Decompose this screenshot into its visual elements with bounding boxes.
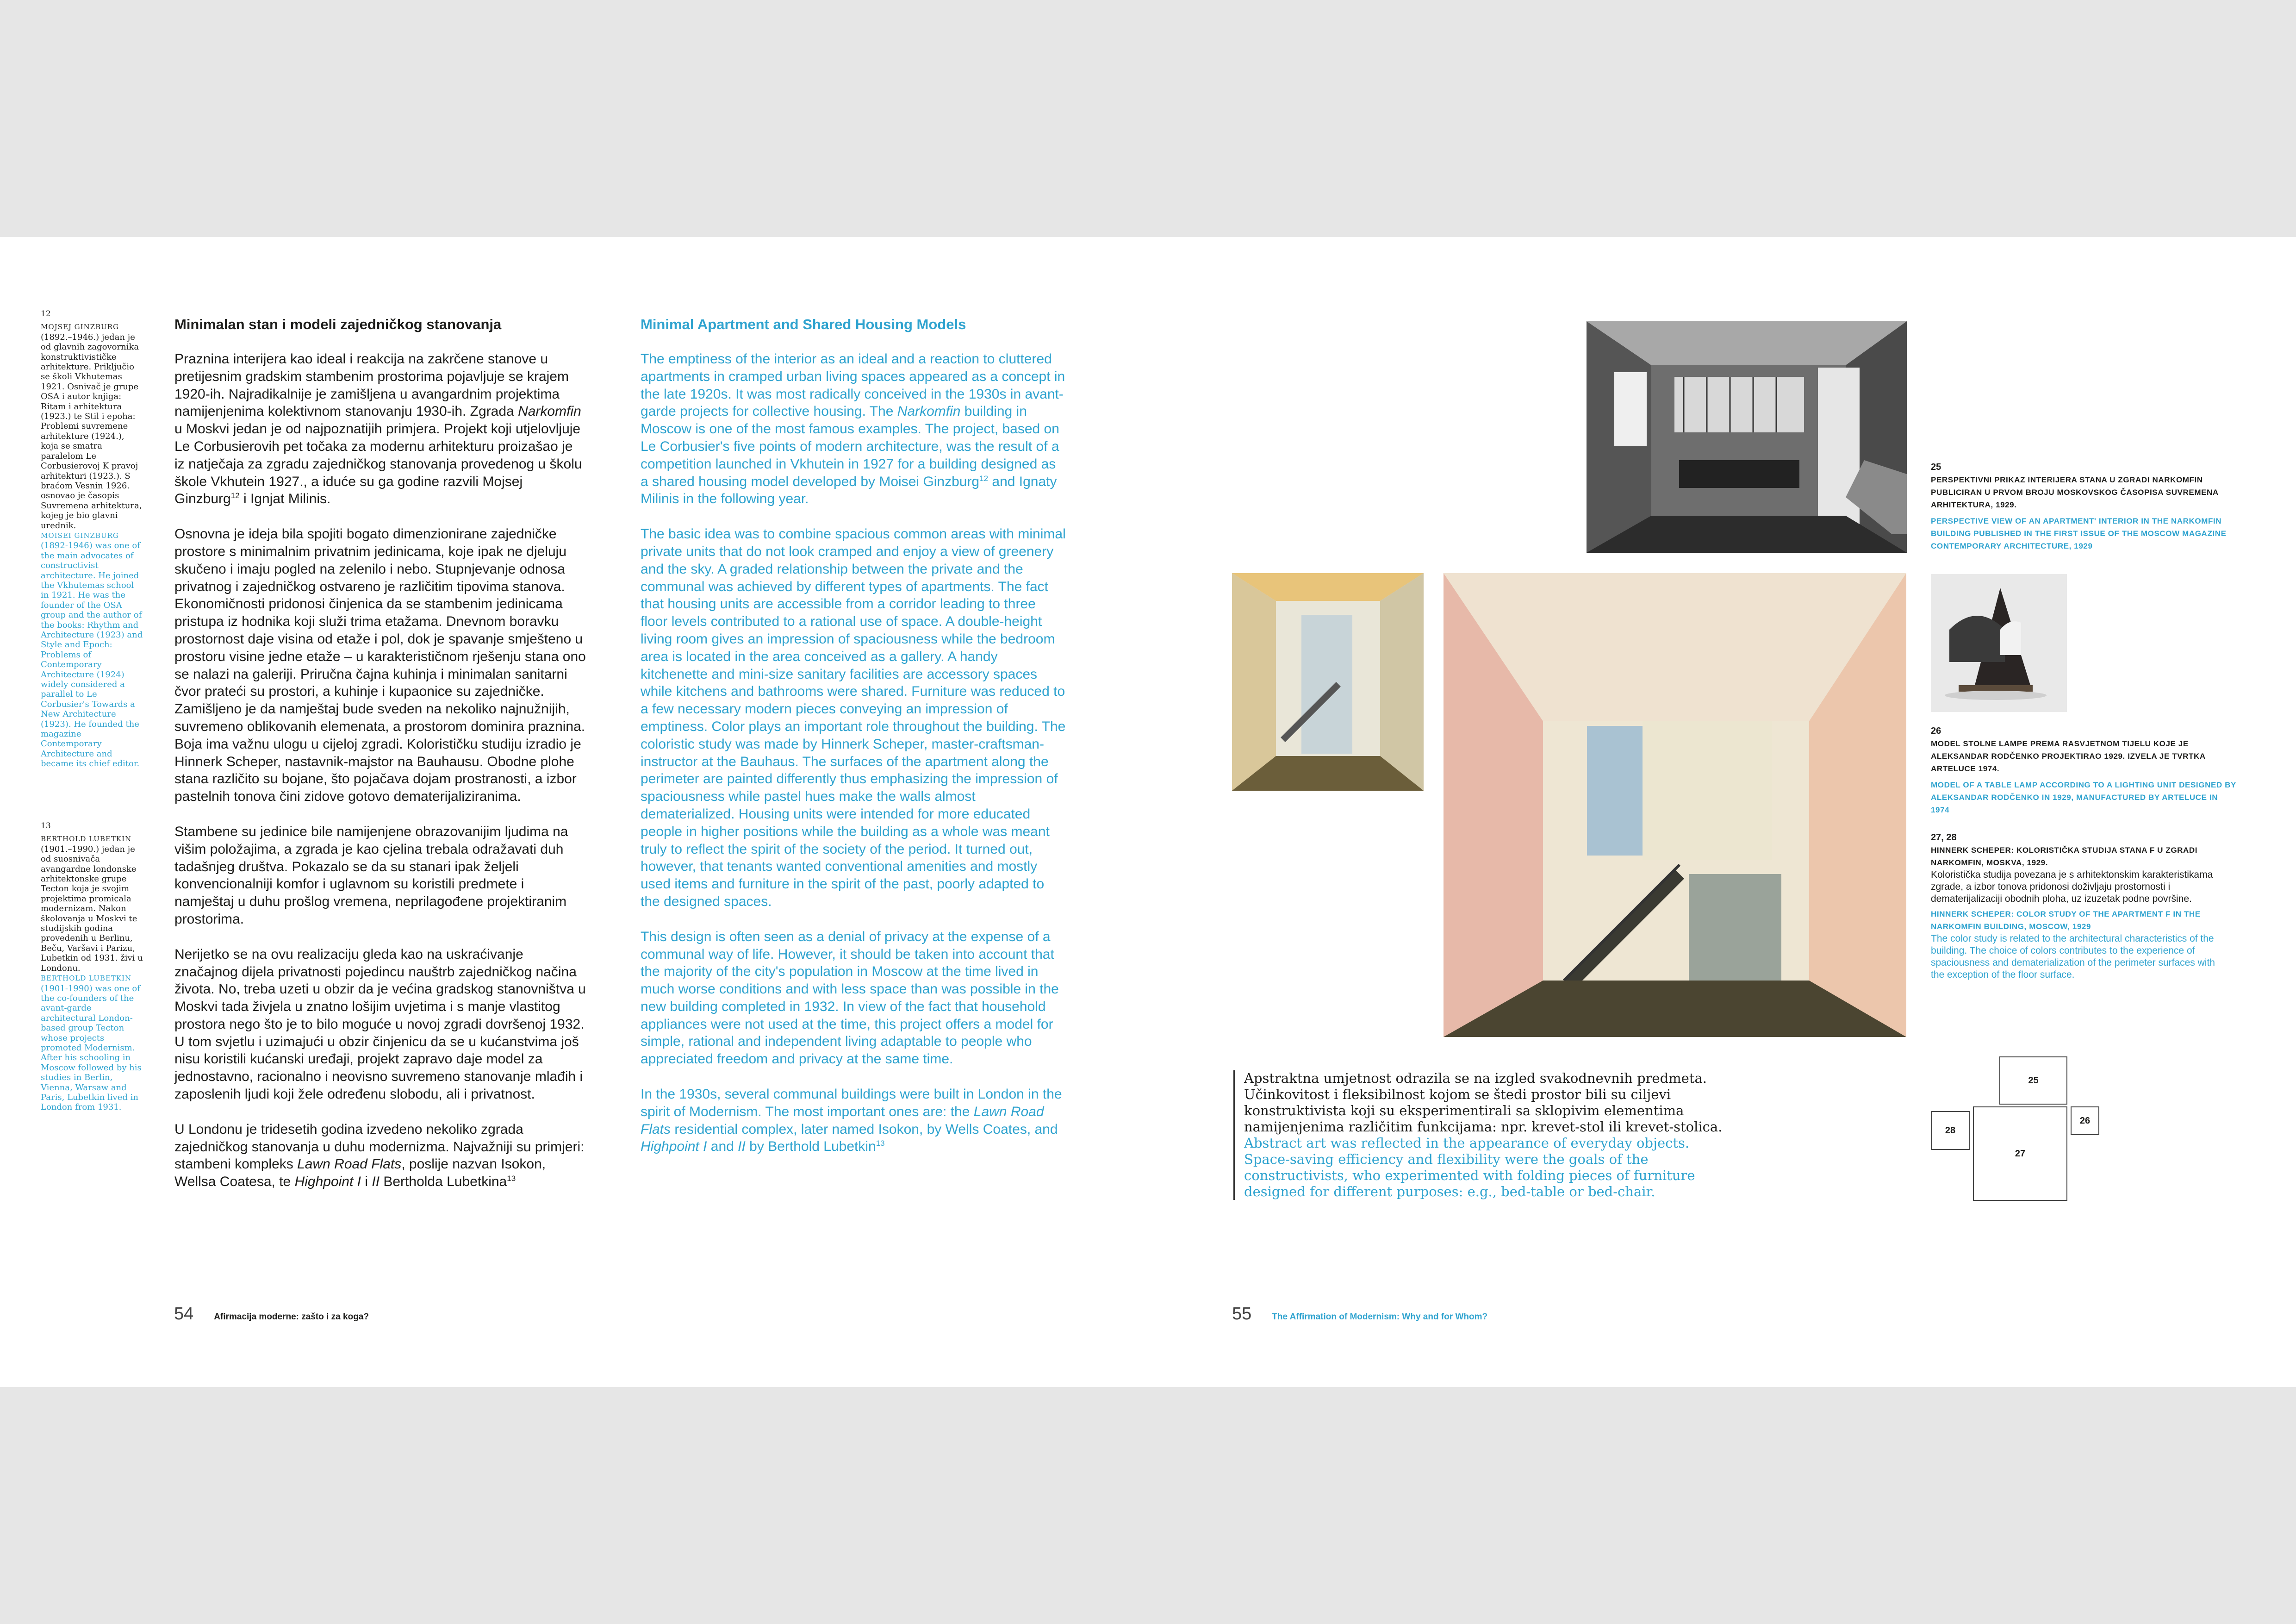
paragraph-en-2: The basic idea was to combine spacious common areas with minimal private units that do not look cramped and enjoy a view of greenery and the sky. A graded relationship between the private and the communal was achieved by different types of apartments. The fact that housing units are accessible from a corridor leading to three floor levels contributed to a rational use of space. A double-height living room gives an impression of spaciousness while the bedroom area is located in the area conceived as a gallery. A handy kitchenette and mini-size sanitary facilities are accessory spaces while kitchens and bathrooms were shared. Furniture was reduced to a few necessary modern pieces conveying an impression of emptiness. Color plays an important role throughout the building. The coloristic study was made by Hinnerk Scheper, master-craftsman-instructor at the Bauhaus. The surfaces of the apartment along the perimeter are painted differently thus emphasizing the impression of spaciousness while pastel hues make the walls almost dematerialized. Housing units were intended for more educated people in higher positions while the building as a whole was meant truly to reflect the spirit of the society of the period. It turned out, however, that tenants wanted conventional amenities and mostly used items and furniture in the spirit of the past, poorly adapted to the designed spaces. [641, 526, 1066, 909]
footnote-ref-13[interactable]: 13 [507, 1174, 516, 1183]
quote-en: Abstract art was reflected in the appearance of everyday objects. Space-saving efficiency and flexibility were the goals of the constructivists, who experimented with folding pieces of furniture designed for different purposes: e.g., bed-table or bed-chair. [1244, 1135, 1695, 1199]
caption-title-hr: HINNERK SCHEPER: KOLORISTIČKA STUDIJA STANA F U ZGRADI NARKOMFIN, MOSKVA, 1929. [1931, 846, 2198, 867]
layout-key-28[interactable]: 28 [1931, 1111, 1970, 1150]
sidenote-text-hr: (1901.–1990.) jedan je od suosnivača avangardne londonske arhitektonske grupe Tecton koja je svojim projektima promicala modernizam. Nakon školovanja u Moskvi te studijskih godina provedenih u Berlinu, Beču, Varšavi i Parizu, Lubetkin od 1931. živi u Londonu. [41, 844, 143, 973]
heading-en: Minimal Apartment and Shared Housing Models [641, 316, 966, 332]
paragraph-hr-2: Osnovna je ideja bila spojiti bogato dimenzionirane zajedničke prostore s minimalnim privatnim jedinicama, koje ipak ne djeluju skučeno i imaju pogled na zelenilo i nebo. Stupnjevanje odnosa privatnog i zajedničkog ostvareno je različitim tipovima stanova. Ekonomičnosti pridonosi činjenica da se stambenim jedinicama pristupa iz hodnika koji služi trima etažama. Dnevnom boravku prostornost daje visina od etaže i pol, dok je spavanje smješteno u prostoru visine jedne etaže – u karakterističnom rješenju stana ono se nalazi na galeriji. Priručna čajna kuhinja i minimalan sanitarni čvor prateći su prostori, a kuhinje i kupaonice su zajedničke. Zamišljeno je da namještaj bude sveden na nekoliko najnužnijih, suvremeno oblikovanih elemenata, a prostorom dominira praznina. Boja ima važnu ulogu u cijeloj zgradi. Kolorističku studiju izradio je Hinnerk Scheper, nastavnik-majstor na Bauhausu. Obodne plohe stana različito su bojane, što pojačava dojam prostranosti, a izbor pastelnih tonova čini zidove gotovo dematerijaliziranima. [174, 526, 586, 805]
figure-27-color-study[interactable] [1232, 573, 1424, 791]
sidenote-number: 13 [41, 821, 51, 831]
caption-desc-en: The color study is related to the architectural characteristics of the building. The choice of colors contributes to the experience of spaciousness and dematerialization of the perimeter surfaces with the exception of the floor surface. [1931, 933, 2215, 980]
caption-hr: PERSPEKTIVNI PRIKAZ INTERIJERA STANA U ZGRADI NARKOMFIN PUBLICIRAN U PRVOM BROJU MOSKOVSKOG ČASOPISA SUVREMENA ARHITEKTURA, 1929. [1931, 475, 2219, 509]
layout-key-25[interactable]: 25 [1999, 1056, 2067, 1105]
footnote-ref-12[interactable]: 12 [230, 491, 240, 500]
sidenote-name-hr: MOJSEJ GINZBURG [41, 323, 119, 331]
figure-25-interior-perspective[interactable] [1587, 321, 1907, 553]
footer-left [174, 1304, 369, 1324]
quote-hr: Apstraktna umjetnost odrazila se na izgled svakodnevnih predmeta. Učinkovitost i fleksibilnost kojom se štedi prostor bili su ciljevi konstruktivista koji su eksperimentirali sa sklopivim elementima namijenjenima različitim funkcijama: npr. krevet-stol ili krevet-stolica. [1244, 1070, 1723, 1135]
caption-25 [1931, 461, 2236, 552]
sidenote-name-en: BERTHOLD LUBETKIN [41, 974, 132, 983]
sidenote-13 [41, 821, 143, 1112]
paragraph-hr-4: Nerijetko se na ovu realizaciju gleda kao na uskraćivanje značajnog dijela privatnosti pojedincu nauštrb zajedničkog načina života. No, treba uzeti u obzir da je većina gradskog stanovništva u Moskvi tada živjela u znatno lošijim uvjetima i s manje vlastitog prostora nego što je to bilo moguće u novoj zgradi dovršenoj 1932. U tom svjetlu i uzimajući u obzir činjenicu da se u kućanstvima još nisu koristili kućanski uređaji, projekt zapravo daje model za jednostavno, racionalno i neovisno suvremeno stanovanje mlađih i zaposlenih ljudi koji žele određenu slobodu, ali i privatnost. [174, 946, 586, 1102]
column-croatian [174, 316, 586, 1208]
sidenote-12 [41, 309, 143, 769]
caption-27-28 [1931, 831, 2222, 981]
heading-hr: Minimalan stan i modeli zajedničkog stanovanja [174, 316, 502, 332]
figure-28-color-study[interactable] [1444, 573, 1906, 1037]
pull-quote [1233, 1070, 1725, 1200]
sidenote-text-hr: (1892.–1946.) jedan je od glavnih zagovornika konstruktivističke arhitekture. Priključio se školi Vkhutemas 1921. Osnivač je grupe OSA i autor knjiga: Ritam i arhitektura (1923.) te Stil i epoha: Problemi suvremene arhitekture (1924.), koja se smatra paralelom Le Corbusierovoj K pravoj arhitekturi (1923.). S braćom Vesnin 1926. osnovao je časopis Suvremena arhitektura, kojeg je bio glavni urednik. [41, 332, 142, 531]
paragraph-hr-1: Praznina interijera kao ideal i reakcija na zakrčene stanove u pretijesnim gradskim stambenim prostorima pojavljuje se krajem 1920-ih. Najradikalnije je zamišljena u avangardnim projektima namijenjenima kolektivnom stanovanju 1930-ih. Zgrada Narkomfin u Moskvi jedan je od najpoznatijih primjera. Projekt koji utjelovljuje Le Corbusierovih pet točaka za modernu arhitekturu proizašao je iz natječaja za zgradu zajedničkog stanovanja provedenog u školu škole Vkhutein 1927., a iduće su ga godine razvili Mojsej Ginzburg$^{12}$ i Ignjat Milinis. [174, 351, 582, 507]
caption-number: 27, 28 [1931, 832, 1957, 843]
running-title-left: Afirmacija moderne: zašto i za koga? [214, 1312, 369, 1322]
caption-26 [1931, 725, 2236, 816]
column-english [641, 316, 1066, 1173]
caption-desc-hr: Koloristička studija povezana je s arhitektonskim karakteristikama zgrade, a izbor tonova pridonosi doživljaju prostornosti i dematerijalizaciji obodnih ploha, uz izuzetak podne površine. [1931, 869, 2213, 904]
figure-26-table-lamp[interactable] [1931, 574, 2067, 712]
caption-title-en: HINNERK SCHEPER: COLOR STUDY OF THE APARTMENT F IN THE NARKOMFIN BUILDING, MOSCOW, 1929 [1931, 910, 2201, 931]
footer-right [1232, 1304, 1487, 1324]
page-number-right: 55 [1232, 1304, 1252, 1324]
book-spread [0, 237, 2296, 1387]
paragraph-hr-5: U Londonu je tridesetih godina izvedeno nekoliko zgrada zajedničkog stanovanja u duhu modernizma. Najvažniji su primjeri: stambeni kompleks Lawn Road Flats, poslije nazvan Isokon, Wellsa Coatesa, te Highpoint I i II Bertholda Lubetkina$^{13}$ [174, 1121, 585, 1190]
paragraph-en-4: In the 1930s, several communal buildings were built in London in the spirit of Modernism. The most important ones are: the Lawn Road Flats residential complex, later named Isokon, by Wells Coates, and Highpoint I and II by Berthold Lubetkin$^{13}$ [641, 1087, 1062, 1155]
footnote-ref-13[interactable]: 13 [876, 1139, 885, 1148]
sidenote-name-hr: BERTHOLD LUBETKIN [41, 835, 132, 843]
caption-en: PERSPECTIVE VIEW OF AN APARTMENT' INTERIOR IN THE NARKOMFIN BUILDING PUBLISHED IN THE FIRST ISSUE OF THE MOSCOW MAGAZINE CONTEMPORARY ARCHITECTURE, 1929 [1931, 517, 2227, 550]
running-title-right: The Affirmation of Modernism: Why and for Whom? [1272, 1312, 1488, 1322]
layout-key-27[interactable]: 27 [1973, 1106, 2067, 1201]
sidenote-number: 12 [41, 309, 51, 319]
layout-key-26[interactable]: 26 [2071, 1106, 2099, 1135]
sidenote-name-en: MOISEI GINZBURG [41, 531, 119, 540]
sidenote-text-en: (1892-1946) was one of the main advocates of constructivist architecture. He joined the Vkhutemas school in 1921. He was the founder of the OSA group and the author of the books: Rhythm and Architecture (1923) and Style and Epoch: Problems of Contemporary Architecture (1924) widely considered a parallel to Le Corbusier's Towards a New Architecture (1923). He founded the magazine Contemporary Architecture and became its chief editor. [41, 541, 143, 769]
caption-number: 26 [1931, 726, 1941, 736]
footnote-ref-12[interactable]: 12 [979, 474, 989, 483]
caption-hr: MODEL STOLNE LAMPE PREMA RASVJETNOM TIJELU KOJE JE ALEKSANDAR RODČENKO PROJEKTIRAO 1929. IZVELA JE TVRTKA ARTELUCE 1974. [1931, 739, 2206, 773]
sidenote-text-en: (1901-1990) was one of the co-founders of the avant-garde architectural London-based group Tecton whose projects promoted Modernism. After his schooling in Moscow followed by his studies in Berlin, Vienna, Warsaw and Paris, Lubetkin lived in London from 1931. [41, 983, 142, 1112]
caption-number: 25 [1931, 462, 1941, 472]
caption-en: MODEL OF A TABLE LAMP ACCORDING TO A LIGHTING UNIT DESIGNED BY ALEKSANDAR RODČENKO IN 1929, MANUFACTURED BY ARTELUCE IN 1974 [1931, 781, 2236, 814]
paragraph-hr-3: Stambene su jedinice bile namijenjene obrazovanijim ljudima na višim položajima, a zgrada je kao cjelina trebala odražavati duh tadašnjeg društva. Pokazalo se da su stanari ipak željeli konvencionalniji komfor i uglavnom su koristili predmete i namještaj u duhu prošlog vremena, neprilagođene projektiranim prostorima. [174, 824, 568, 927]
paragraph-en-3: This design is often seen as a denial of privacy at the expense of a communal way of life. However, it should be taken into account that the majority of the city's population in Moscow at the time lived in much worse conditions and with less space than was possible in the new building completed in 1932. In view of the fact that household appliances were not used at the time, this project offers a model for simple, rational and independent living adaptable to people who appreciated freedom and privacy at the same time. [641, 929, 1059, 1067]
page-number-left: 54 [174, 1304, 194, 1324]
paragraph-en-1: The emptiness of the interior as an ideal and a reaction to cluttered apartments in cramped urban living spaces appeared as a concept in the late 1920s. It was most radically conceived in the 1930s in avant-garde projects for collective housing. The Narkomfin building in Moscow is one of the most famous examples. The project, based on Le Corbusier's five points of modern architecture, was the result of a competition launched in Vkhutein in 1927 for a building designed as a shared housing model developed by Moisei Ginzburg$^{12}$ and Ignaty Milinis in the following year. [641, 351, 1065, 507]
